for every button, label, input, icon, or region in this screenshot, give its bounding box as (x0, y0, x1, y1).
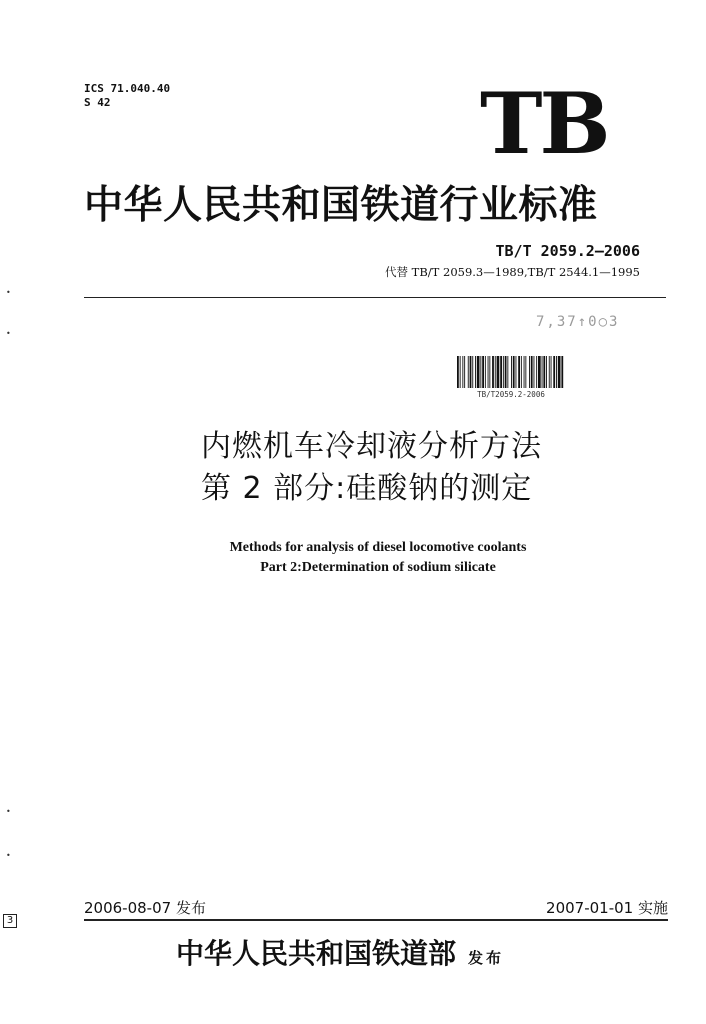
barcode-caption: TB/T2059.2-2006 (477, 390, 545, 399)
barcode-bar (525, 356, 526, 388)
barcode-bar (472, 356, 473, 388)
barcode-bar (485, 356, 486, 388)
title-en-line-2: Part 2:Determination of sodium silicate (260, 560, 496, 575)
barcode-bar (505, 356, 507, 388)
barcode-bar (492, 356, 494, 388)
barcode-bar (546, 356, 547, 388)
barcode-bar (500, 356, 502, 388)
document-title-en (190, 538, 566, 578)
barcode-bar (538, 356, 541, 388)
ministry-name: 中华人民共和国铁道部 (176, 937, 457, 970)
barcode-bar (513, 356, 515, 388)
barcode-bar (556, 356, 557, 388)
barcode-bar (561, 356, 563, 388)
issue-date: 2006-08-07 发布 (84, 899, 206, 917)
barcode-bar (536, 356, 537, 388)
barcode-bar (543, 356, 545, 388)
barcode-bar (511, 356, 512, 388)
barcode-bar (531, 356, 533, 388)
title-cn-line-1: 内燃机车冷却液分析方法 (201, 429, 542, 464)
scan-dot-mark: • (6, 807, 11, 816)
barcode-bar (489, 356, 490, 388)
tb-logo: TB (480, 74, 608, 173)
barcode-bar (551, 356, 552, 388)
issuing-authority (176, 934, 504, 978)
barcode-bar (477, 356, 480, 388)
barcode-bar (521, 356, 522, 388)
barcode-bar (457, 356, 459, 388)
ics-code: ICS 71.040.40 (84, 82, 171, 95)
barcode-bar (516, 356, 517, 388)
national-standard-heading: 中华人民共和国铁道行业标准 (84, 182, 598, 228)
scan-dot-mark: • (6, 329, 11, 338)
barcode-bar (462, 356, 463, 388)
title-cn-line-2: 第 2 部分:硅酸钠的测定 (201, 471, 533, 506)
title-en-line-1: Methods for analysis of diesel locomotive coolants (229, 540, 527, 555)
replaces-line: 代替 TB/T 2059.3—1989,TB/T 2544.1—1995 (385, 265, 640, 279)
barcode-bar (475, 356, 476, 388)
scan-dot-mark: • (6, 288, 11, 297)
implementation-date: 2007-01-01 实施 (546, 899, 668, 917)
faint-serial-number: 7,37↑0○3 (536, 314, 620, 330)
barcode-bar (503, 356, 504, 388)
barcode-bar (529, 356, 530, 388)
dates-row (84, 897, 668, 919)
barcode-bar (497, 356, 500, 388)
barcode-bar (507, 356, 508, 388)
barcode-bar (534, 356, 535, 388)
classification-codes (84, 82, 170, 110)
barcode-bar (553, 356, 555, 388)
document-title-cn (201, 426, 542, 510)
side-page-marker: 3 (3, 914, 17, 928)
barcode-bar (464, 356, 465, 388)
barcode-bar (480, 356, 481, 388)
barcode-bar (542, 356, 543, 388)
barcode-bar (460, 356, 461, 388)
barcode (456, 356, 566, 388)
bottom-divider (84, 919, 668, 921)
barcode-bar (518, 356, 520, 388)
issue-suffix: 发布 (468, 949, 505, 967)
barcode-bar (558, 356, 561, 388)
barcode-bar (495, 356, 496, 388)
barcode-bar (524, 356, 525, 388)
barcode-bar (470, 356, 472, 388)
barcode-bar (488, 356, 489, 388)
barcode-bar (549, 356, 550, 388)
top-divider (84, 297, 666, 298)
barcode-bar (468, 356, 469, 388)
standard-code: TB/T 2059.2—2006 (495, 242, 640, 260)
ccs-code: S 42 (84, 96, 111, 109)
barcode-bar (482, 356, 484, 388)
scan-dot-mark: • (6, 851, 11, 860)
